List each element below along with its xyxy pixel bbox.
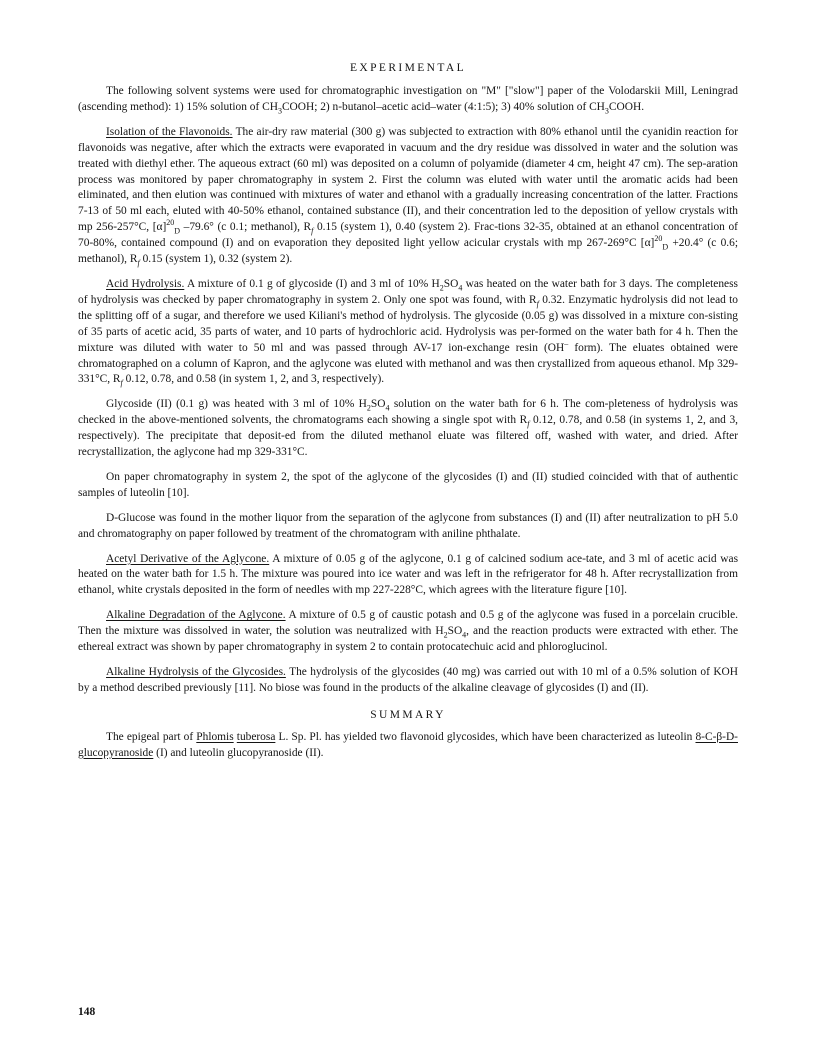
- page-number: 148: [78, 1006, 96, 1018]
- paper-chromatography-paragraph: On paper chromatography in system 2, the spot of the aglycone of the glycosides (I) and (II) studied coincided with that of authentic samples of luteolin [10].: [78, 470, 738, 499]
- alkaline-degradation-paragraph: Alkaline Degradation of the Aglycone. A mixture of 0.5 g of caustic potash and 0.5 g of the aglycone was fused in a porcelain crucible. Then the mixture was dissolved in water, the solution was neutralized with $H_2SO_4$, and the reaction products were extracted with ether. The ethereal extract was shown by paper chromatography in system 2 to contain protocatechuic acid and phloroglucinol.: [78, 609, 739, 654]
- alkaline-degradation-title: Alkaline Degradation of the Aglycone.: [106, 609, 286, 622]
- isolation-title: Isolation of the Flavonoids.: [106, 125, 233, 138]
- acetyl-derivative-title: Acetyl Derivative of the Aglycone.: [106, 552, 270, 565]
- summary-heading: SUMMARY: [370, 708, 446, 721]
- compound-name: 8-C-β-D-glucopyranoside: [78, 730, 738, 759]
- acid-hydrolysis-title: Acid Hydrolysis.: [106, 277, 185, 290]
- acetyl-derivative-paragraph: Acetyl Derivative of the Aglycone. A mixture of 0.05 g of the aglycone, 0.1 g of calcined sodium ace-tate, and 3 ml of acetic acid was heated on the water bath for 1.5 h. The mixture was poured into ice water and was left in the refrigerator for 48 h. After recrystallization from ethanol, white crystals deposited in the form of needles with mp 227-228°C, which agrees with the literature figure [10].: [78, 552, 739, 597]
- solvent-systems-paragraph: The following solvent systems were used for chromatographic investigation on "M" ["slow"] paper of the Volodarskii Mill, Leningrad (ascending method): 1) 15% solution of $CH_3COOH$; 2) n-butanol–acetic acid–water (4:1:5); 3) 40% solution of $CH_3COOH$.: [78, 85, 738, 116]
- alkaline-hydrolysis-title: Alkaline Hydrolysis of the Glycosides.: [106, 666, 286, 678]
- species-name: tuberosa: [236, 730, 276, 743]
- isolation-paragraph: Isolation of the Flavonoids. The air-dry raw material (300 g) was subjected to extraction with 80% ethanol until the cyanidin reaction for flavonoids was negative, after which the extracts were evaporated in vacuum and the dry residue was dissolved in water and the solution was treated with diethyl ether. The aqueous extract (60 ml) was deposited on a column of polyamide (diameter 4 cm, height 47 cm). The sep-aration process was monitored by paper chromatography in system 2. First the column was eluted with water until the aromatic acids had been eliminated, and then elution was continued with mixtures of water and ethanol with a gradually increasing concentration of the latter. Fractions 7-13 of 50 ml each, eluted with 40-50% ethanol, contained substance (II), and their concentration led to the deposition of yellow crystals with mp 256-257°C, $[\alpha]^{20}_D$ –79.6° (c 0.1; methanol), $R_f$ 0.15 (system 1), 0.40 (system 2). Frac-tions 32-35, obtained at an ethanol concentration of 70-80%, contained compound (I) and on evaporation they deposited light yellow acicular crystals with mp 267-269°C $[\alpha]^{20}_D +20.4^\circ$ (c 0.6; methanol), $R_f$ 0.15 (system 1), 0.32 (system 2).: [78, 125, 738, 268]
- document-page: [78, 62, 738, 771]
- genus-name: Phlomis: [196, 730, 234, 743]
- experimental-heading: EXPERIMENTAL: [349, 62, 467, 74]
- glycoside-ii-paragraph: Glycoside (II) (0.1 g) was heated with 3 ml of 10% $H_2SO_4$ solution on the water bath for 6 h. The com-pleteness of hydrolysis was checked in the above-mentioned solvents, the chromatograms each showing a single spot with $R_f$ 0.12, 0.78, and 0.58 (in systems 1, 2, and 3, respectively). The precipitate that deposit-ed from the diluted methanol eluate was filtered off, washed with water, and dried. After recrystallization, the aglycone had mp 329-331°C.: [78, 398, 738, 459]
- acid-hydrolysis-paragraph: Acid Hydrolysis. A mixture of 0.1 g of glycoside (I) and 3 ml of 10% $H_2SO_4$ was heated on the water bath for 3 days. The completeness of hydrolysis was checked by paper chromatography in system 2. Only one spot was found, with $R_f$ 0.32. Enzymatic hydrolysis did not lead to the splitting off of a sugar, and therefore we used Kiliani's method of hydrolysis. The glycoside (0.05 g) was dissolved in a mixture con-sisting of 35 parts of acetic acid, 35 parts of water, and 10 parts of hydrochloric acid. Hydrolysis was per-formed on the water bath for 4 h. Then the mixture was diluted with water to 50 ml and was passed through AV-17 ion-exchange resin (OH– form). The eluates obtained were chromatographed on a column of Kapron, and the aglycone was eluted with methanol and was then crystallized from aqueous ethanol. Mp 329-331°C, $R_f$ 0.12, 0.78, and 0.58 (in system 1, 2, and 3, respectively).: [78, 277, 738, 388]
- glucose-paragraph: D-Glucose was found in the mother liquor from the separation of the aglycone from substances (I) and (II) after neutralization to pH 5.0 and chromatography on paper followed by treatment of the chromatogram with aniline phthalate.: [78, 511, 738, 540]
- summary-paragraph: The epigeal part of Phlomis tuberosa L. Sp. Pl. has yielded two flavonoid glycosides, which have been characterized as luteolin 8-C-β-D-glucopyranoside (I) and luteolin glucopyranoside (II).: [78, 730, 738, 759]
- alkaline-hydrolysis-paragraph: Alkaline Hydrolysis of the Glycosides. The hydrolysis of the glycosides (40 mg) was carried out with 10 ml of a 0.5% solution of KOH by a method described previously [11]. No biose was found in the products of the alkaline cleavage of glycosides (I) and (II).: [78, 666, 738, 694]
